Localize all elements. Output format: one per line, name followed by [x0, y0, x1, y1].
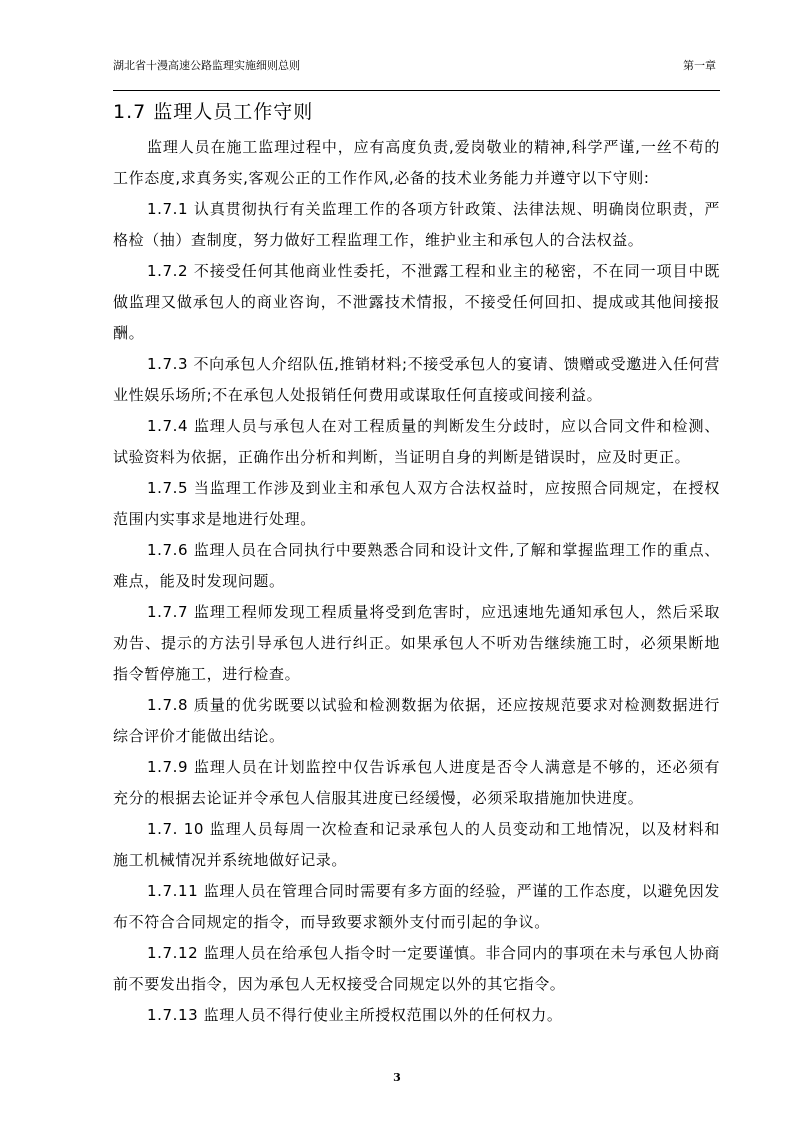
body-text: [113, 132, 720, 1031]
rule-1-7-5: 1.7.5 当监理工作涉及到业主和承包人双方合法权益时，应按照合同规定，在授权范围内实事求是地进行处理。: [113, 479, 720, 528]
rule-1-7-3: 1.7.3 不向承包人介绍队伍,推销材料;不接受承包人的宴请、馈赠或受邀进入任何营业性娱乐场所;不在承包人处报销任何费用或谋取任何直接或间接利益。: [113, 355, 720, 404]
rule-1-7-8: 1.7.8 质量的优劣既要以试验和检测数据为依据，还应按规范要求对检测数据进行综合评价才能做出结论。: [113, 696, 720, 745]
rule-1-7-1: 1.7.1 认真贯彻执行有关监理工作的各项方针政策、法律法规、明确岗位职责，严格检（抽）查制度，努力做好工程监理工作，维护业主和承包人的合法权益。: [113, 200, 720, 249]
rule-1-7-7: 1.7.7 监理工程师发现工程质量将受到危害时，应迅速地先通知承包人，然后采取劝告、提示的方法引导承包人进行纠正。如果承包人不听劝告继续施工时，必须果断地指令暂停施工，进行检查。: [113, 603, 720, 683]
chapter-label: 第一章: [683, 59, 716, 72]
page-header: [113, 57, 720, 91]
rule-1-7-13: 1.7.13 监理人员不得行使业主所授权范围以外的任何权力。: [147, 1006, 563, 1024]
rule-1-7-6: 1.7.6 监理人员在合同执行中要熟悉合同和设计文件,了解和掌握监理工作的重点、难点，能及时发现问题。: [113, 541, 720, 590]
intro-paragraph: 监理人员在施工监理过程中，应有高度负责,爱岗敬业的精神,科学严谨,一丝不苟的工作态度,求真务实,客观公正的工作作风,必备的技术业务能力并遵守以下守则:: [113, 138, 720, 187]
rule-1-7-2: 1.7.2 不接受任何其他商业性委托，不泄露工程和业主的秘密，不在同一项目中既做监理又做承包人的商业咨询，不泄露技术情报，不接受任何回扣、提成或其他间接报酬。: [113, 262, 720, 342]
document-title: 湖北省十漫高速公路监理实施细则总则: [113, 59, 300, 72]
rule-1-7-10: 1.7. 10 监理人员每周一次检查和记录承包人的人员变动和工地情况，以及材料和施工机械情况并系统地做好记录。: [113, 820, 720, 869]
rule-1-7-11: 1.7.11 监理人员在管理合同时需要有多方面的经验，严谨的工作态度，以避免因发布不符合合同规定的指令，而导致要求额外支付而引起的争议。: [113, 882, 720, 931]
rule-1-7-12: 1.7.12 监理人员在给承包人指令时一定要谨慎。非合同内的事项在未与承包人协商前不要发出指令，因为承包人无权接受合同规定以外的其它指令。: [113, 944, 720, 993]
section-title: 1.7 监理人员工作守则: [113, 101, 314, 123]
page-number: 3: [393, 1071, 401, 1084]
rule-1-7-4: 1.7.4 监理人员与承包人在对工程质量的判断发生分歧时，应以合同文件和检测、试验资料为依据，正确作出分析和判断，当证明自身的判断是错误时，应及时更正。: [113, 417, 720, 466]
rule-1-7-9: 1.7.9 监理人员在计划监控中仅告诉承包人进度是否令人满意是不够的，还必须有充分的根据去论证并令承包人信服其进度已经缓慢，必须采取措施加快进度。: [113, 758, 720, 807]
